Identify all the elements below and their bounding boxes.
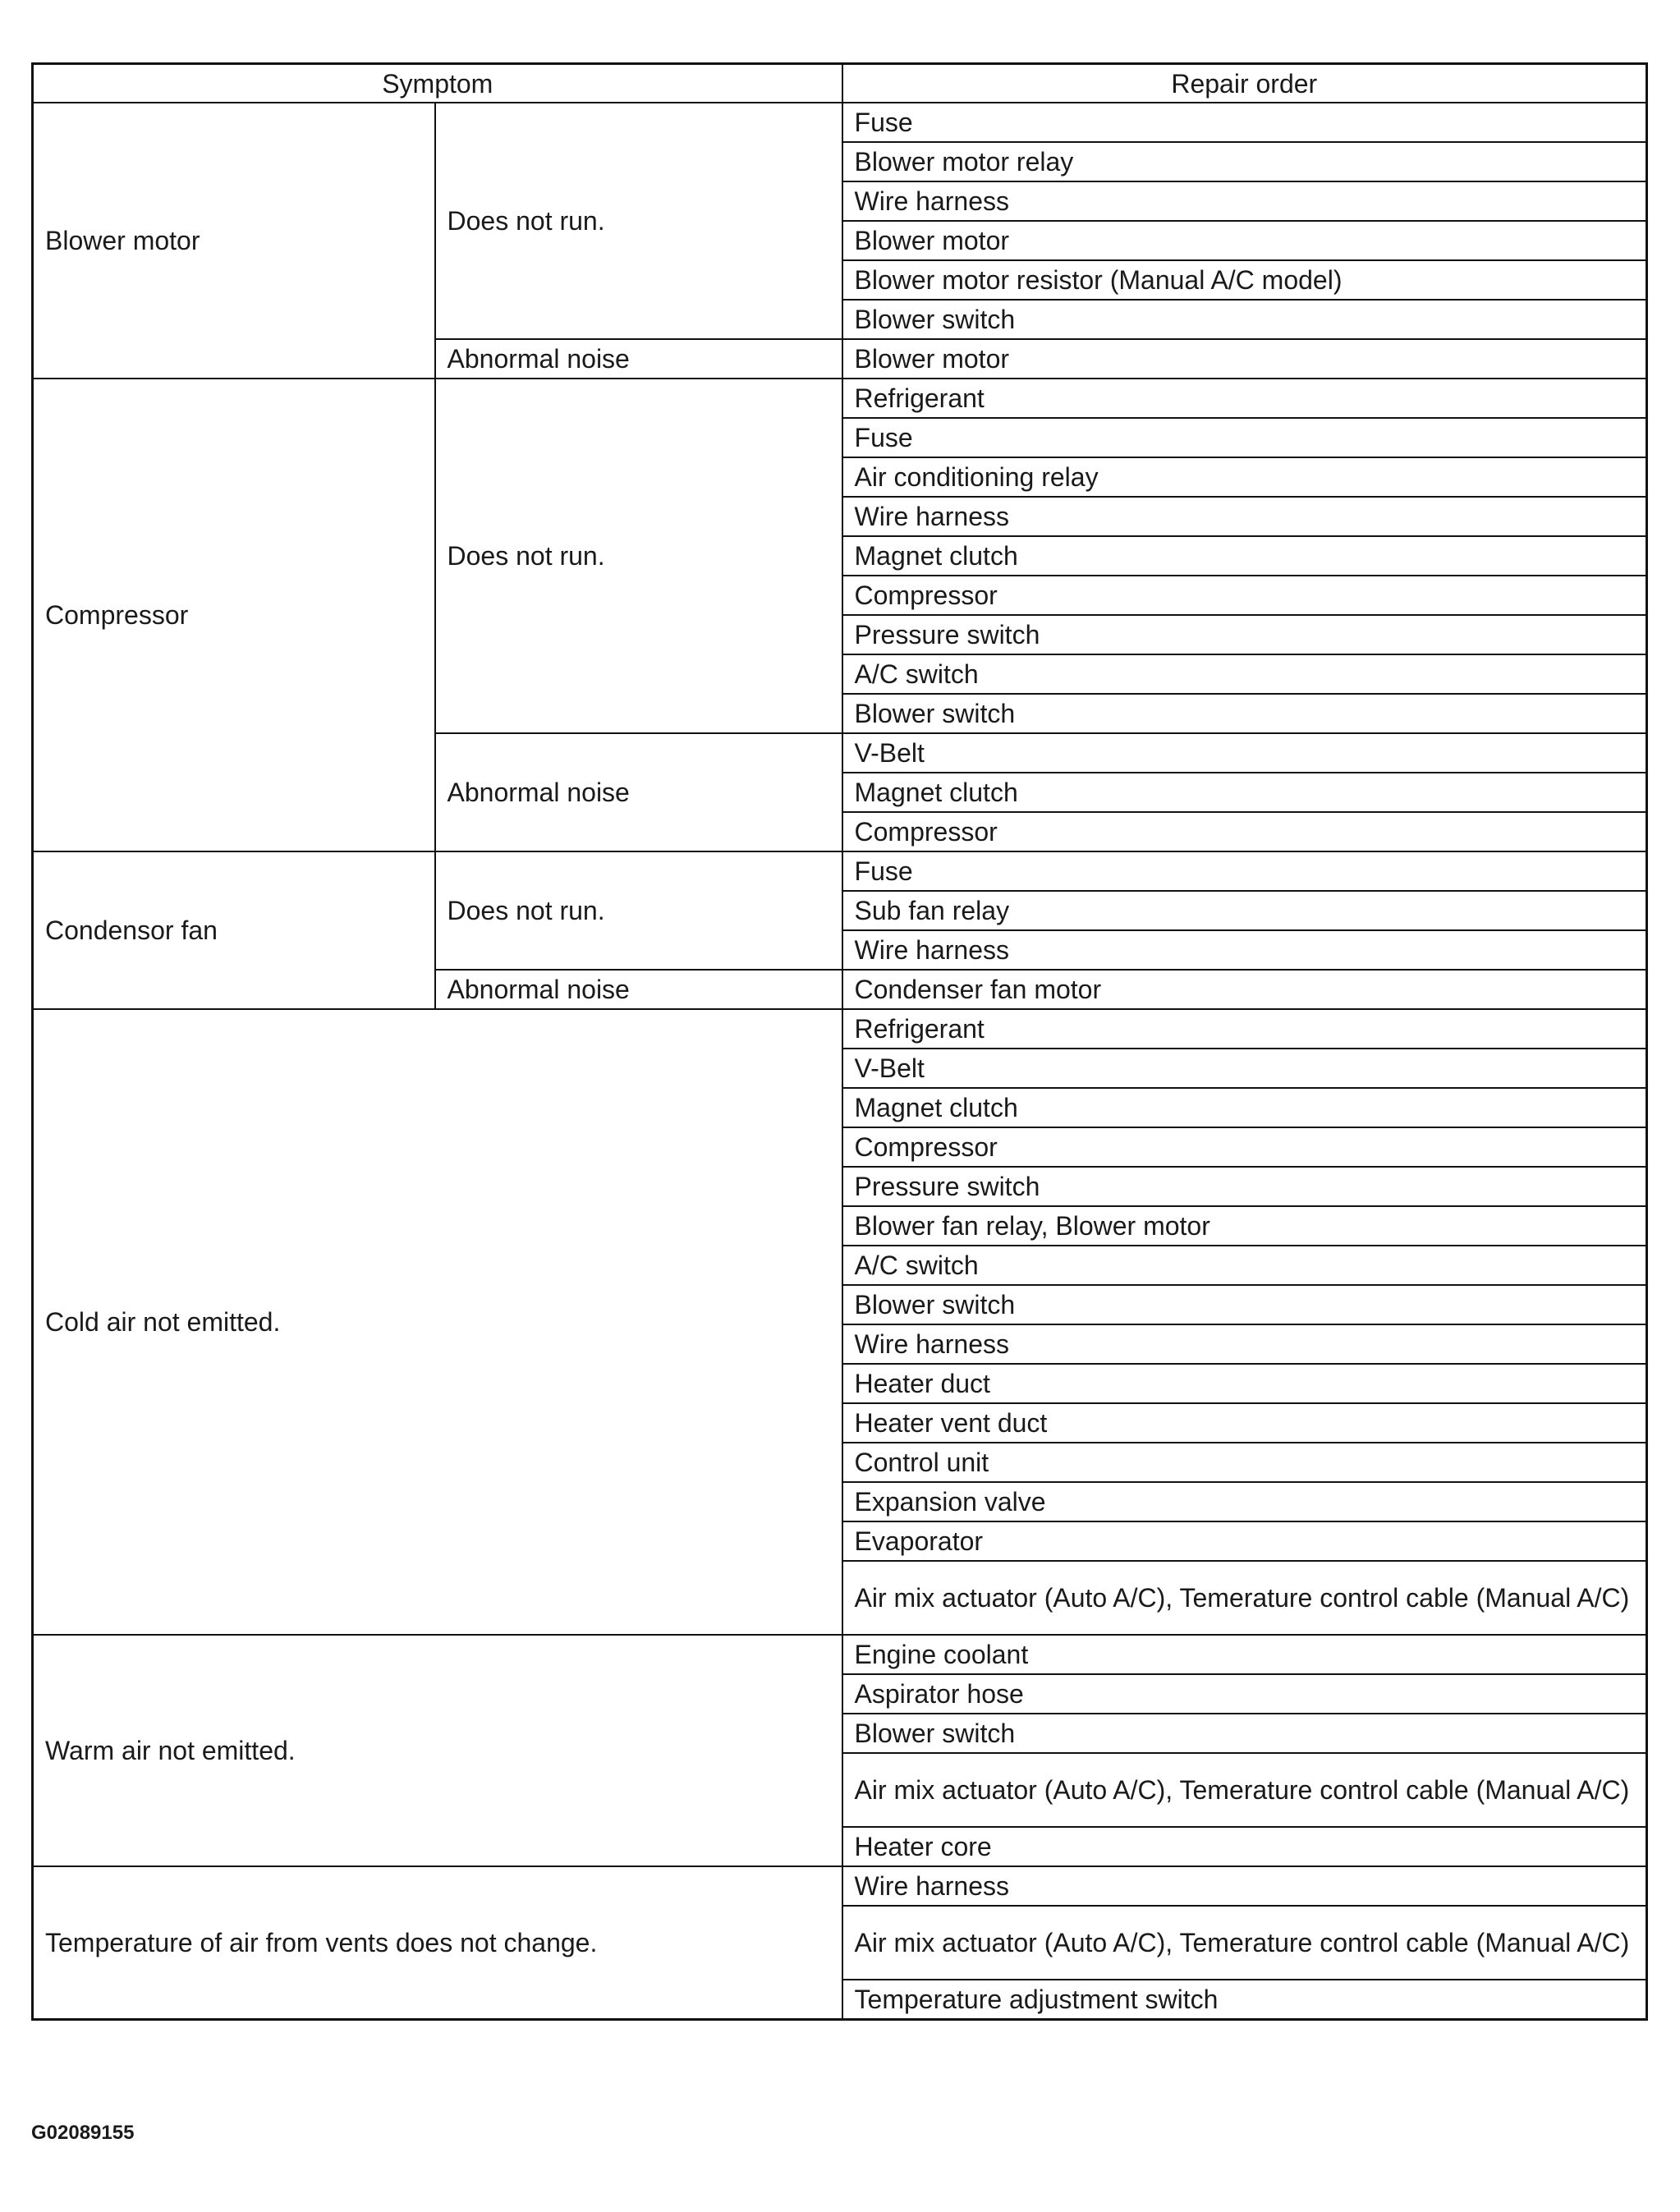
repair-order-cell: Wire harness xyxy=(842,497,1647,536)
repair-order-header: Repair order xyxy=(842,64,1647,103)
symptom-cell: Condensor fan xyxy=(33,851,435,1009)
repair-order-cell: Blower fan relay, Blower motor xyxy=(842,1206,1647,1246)
repair-order-cell: Pressure switch xyxy=(842,1167,1647,1206)
table-header-row xyxy=(33,64,1647,103)
repair-order-cell: V-Belt xyxy=(842,1049,1647,1088)
repair-order-cell: Control unit xyxy=(842,1443,1647,1482)
repair-order-cell: Heater duct xyxy=(842,1364,1647,1403)
symptom-header: Symptom xyxy=(33,64,842,103)
repair-order-cell: Blower switch xyxy=(842,1714,1647,1753)
symptom-cell: Blower motor xyxy=(33,103,435,379)
table-body xyxy=(33,103,1647,2020)
repair-order-cell: Blower motor resistor (Manual A/C model) xyxy=(842,260,1647,300)
repair-order-cell: A/C switch xyxy=(842,654,1647,694)
symptom-cell: Cold air not emitted. xyxy=(33,1009,842,1635)
figure-code: G02089155 xyxy=(31,2122,135,2144)
repair-order-cell: Magnet clutch xyxy=(842,1088,1647,1127)
repair-order-cell: Compressor xyxy=(842,576,1647,615)
repair-order-cell: Blower switch xyxy=(842,694,1647,733)
repair-order-cell: Blower motor xyxy=(842,221,1647,260)
repair-order-cell: Heater core xyxy=(842,1827,1647,1866)
repair-order-cell: Expansion valve xyxy=(842,1482,1647,1521)
repair-order-cell: A/C switch xyxy=(842,1246,1647,1285)
repair-order-cell: Wire harness xyxy=(842,181,1647,221)
repair-order-cell: Air mix actuator (Auto A/C), Temerature control cable (Manual A/C) xyxy=(842,1906,1647,1980)
repair-order-cell: Fuse xyxy=(842,103,1647,142)
repair-order-cell: Heater vent duct xyxy=(842,1403,1647,1443)
symptom-cell: Warm air not emitted. xyxy=(33,1635,842,1866)
repair-order-cell: Compressor xyxy=(842,1127,1647,1167)
document xyxy=(31,62,1646,2021)
symptom-cell: Compressor xyxy=(33,379,435,851)
condition-cell: Does not run. xyxy=(435,851,842,970)
repair-order-cell: Compressor xyxy=(842,812,1647,851)
repair-order-cell: Wire harness xyxy=(842,1324,1647,1364)
repair-order-cell: Pressure switch xyxy=(842,615,1647,654)
repair-order-cell: Refrigerant xyxy=(842,1009,1647,1049)
table-row xyxy=(33,1009,1647,1049)
table-row xyxy=(33,1635,1647,1674)
repair-order-cell: Condenser fan motor xyxy=(842,970,1647,1009)
repair-order-cell: Engine coolant xyxy=(842,1635,1647,1674)
table-row xyxy=(33,1866,1647,1906)
table-row xyxy=(33,379,1647,418)
repair-order-cell: Air conditioning relay xyxy=(842,457,1647,497)
repair-order-cell: Air mix actuator (Auto A/C), Temerature control cable (Manual A/C) xyxy=(842,1561,1647,1635)
symptom-cell: Temperature of air from vents does not change. xyxy=(33,1866,842,2020)
repair-order-cell: Temperature adjustment switch xyxy=(842,1980,1647,2020)
repair-order-cell: Blower switch xyxy=(842,300,1647,339)
repair-order-cell: Fuse xyxy=(842,851,1647,891)
repair-order-cell: Air mix actuator (Auto A/C), Temerature control cable (Manual A/C) xyxy=(842,1753,1647,1827)
repair-order-cell: Blower motor xyxy=(842,339,1647,379)
repair-order-cell: Sub fan relay xyxy=(842,891,1647,930)
table-row xyxy=(33,103,1647,142)
troubleshooting-table xyxy=(31,62,1648,2021)
repair-order-cell: Blower switch xyxy=(842,1285,1647,1324)
table-row xyxy=(33,851,1647,891)
repair-order-cell: Fuse xyxy=(842,418,1647,457)
condition-cell: Abnormal noise xyxy=(435,970,842,1009)
repair-order-cell: Wire harness xyxy=(842,930,1647,970)
repair-order-cell: Aspirator hose xyxy=(842,1674,1647,1714)
repair-order-cell: Magnet clutch xyxy=(842,773,1647,812)
condition-cell: Does not run. xyxy=(435,103,842,339)
repair-order-cell: Refrigerant xyxy=(842,379,1647,418)
repair-order-cell: Evaporator xyxy=(842,1521,1647,1561)
repair-order-cell: Magnet clutch xyxy=(842,536,1647,576)
repair-order-cell: V-Belt xyxy=(842,733,1647,773)
repair-order-cell: Wire harness xyxy=(842,1866,1647,1906)
condition-cell: Abnormal noise xyxy=(435,339,842,379)
condition-cell: Abnormal noise xyxy=(435,733,842,851)
repair-order-cell: Blower motor relay xyxy=(842,142,1647,181)
condition-cell: Does not run. xyxy=(435,379,842,733)
